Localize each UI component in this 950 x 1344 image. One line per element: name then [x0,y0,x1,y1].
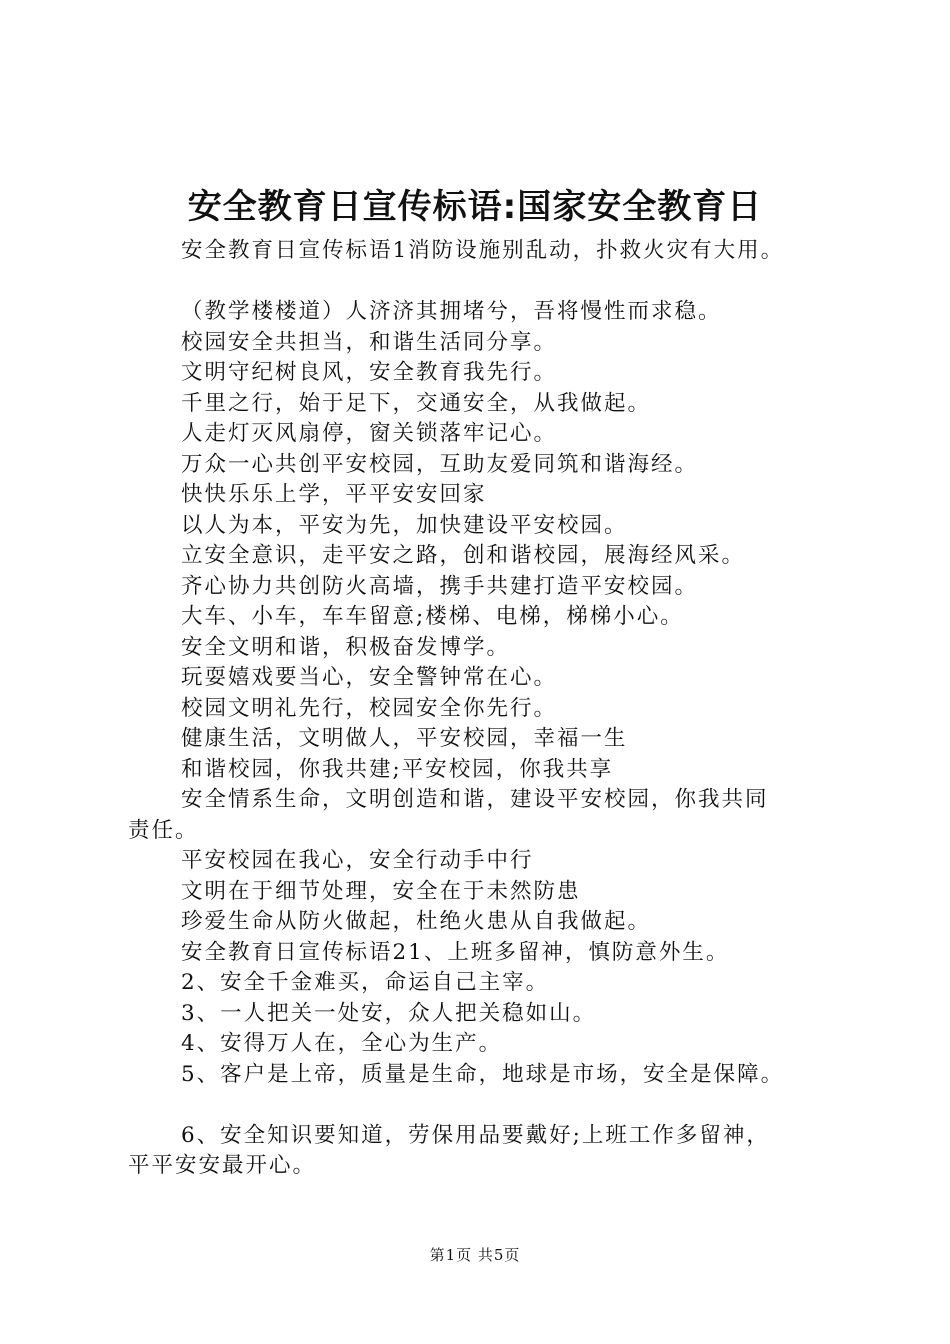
text-line: 文明在于细节处理，安全在于未然防患 [181,878,581,904]
text-line: 万众一心共创平安校园，互助友爱同筑和谐海经。 [181,451,699,477]
text-line: 4、安得万人在，全心为生产。 [181,1031,503,1056]
blank-line [128,267,848,298]
text-line: 立安全意识，走平安之路，创和谐校园，展海经风采。 [181,543,746,568]
text-line: 安全教育日宣传标语21、上班多留神，慎防意外生。 [181,939,730,965]
text-line: 玩耍嬉戏要当心，安全警钟常在心。 [181,665,558,690]
text-line: 6、安全知识要知道，劳保用品要戴好;上班工作多留神， [181,1122,770,1148]
text-line: 文明守纪树良风，安全教育我先行。 [181,360,558,385]
text-line: 以人为本，平安为先，加快建设平安校园。 [181,512,628,538]
text-line: 大车、小车，车车留意;楼梯、电梯，梯梯小心。 [181,604,684,629]
blank-line [128,1090,848,1121]
text-line: （教学楼楼道）人济济其拥堵兮，吾将慢性而求稳。 [181,299,722,324]
document-title: 安全教育日宣传标语:国家安全教育日 [187,187,763,227]
text-line: 5、客户是上帝，质量是生命，地球是市场，安全是保障。 [181,1061,785,1087]
text-line: 齐心协力共创防火高墙，携手共建打造平安校园。 [181,573,699,599]
text-line-continuation: 平平安安最开心。 [128,1153,317,1178]
text-line: 和谐校园，你我共建;平安校园，你我共享 [181,756,614,782]
text-line: 健康生活，文明做人，平安校园，幸福一生 [181,726,628,751]
text-line: 2、安全千金难买，命运自己主宰。 [181,970,550,995]
text-line: 校园文明礼先行，校园安全你先行。 [181,695,558,721]
text-line: 珍爱生命从防火做起，杜绝火患从自我做起。 [181,909,652,934]
text-line: 安全教育日宣传标语1消防设施别乱动，扑救火灾有大用。 [181,238,785,263]
page-footer: 第1页 共5页 [429,1246,521,1264]
text-line: 校园安全共担当，和谐生活同分享。 [181,329,558,355]
text-line: 安全文明和谐，积极奋发博学。 [181,634,511,660]
text-line: 人走灯灭风扇停，窗关锁落牢记心。 [181,421,558,446]
text-line: 平安校园在我心，安全行动手中行 [181,848,534,873]
text-line: 快快乐乐上学，平平安安回家 [181,482,487,507]
text-line: 3、一人把关一处安，众人把关稳如山。 [181,1000,597,1026]
document-body [128,236,848,1182]
text-line: 千里之行，始于足下，交通安全，从我做起。 [181,390,652,416]
text-line: 安全情系生命，文明创造和谐，建设平安校园，你我共同 [181,787,769,812]
text-line-continuation: 责任。 [128,817,199,843]
